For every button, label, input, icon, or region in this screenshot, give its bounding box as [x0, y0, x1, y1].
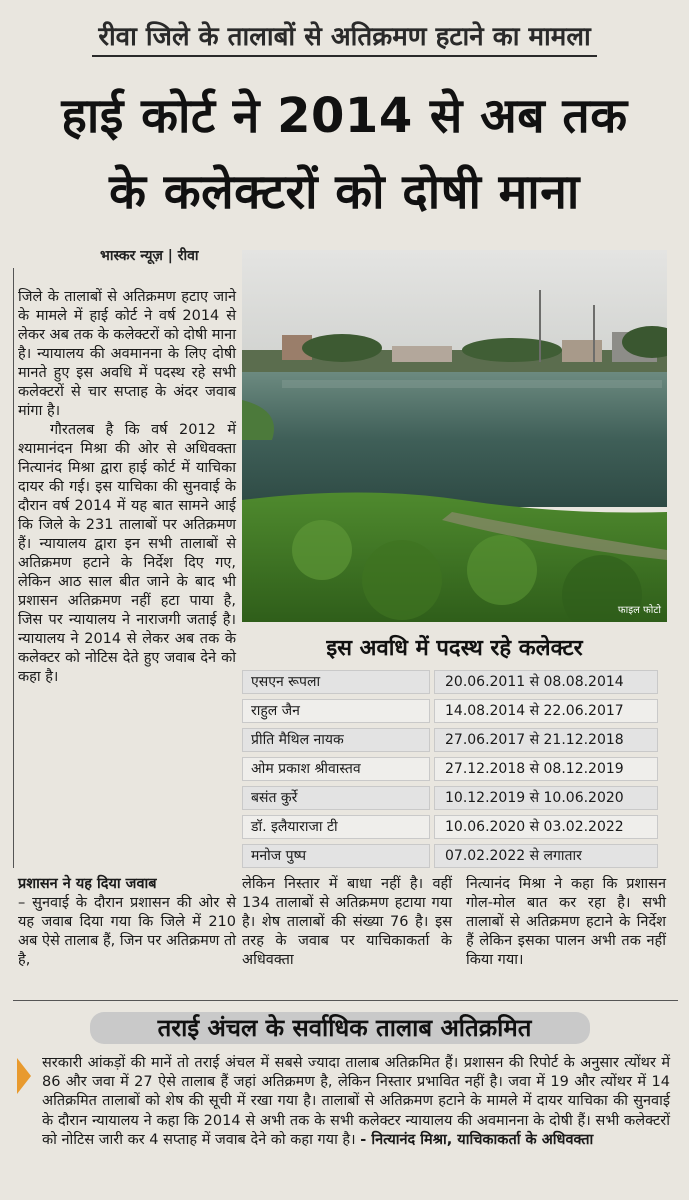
- body-paragraph-2: गौरतलब है कि वर्ष 2012 में श्यामानंदन मिश्रा की ओर से अधिवक्ता नित्यानंद मिश्रा द्वारा हाई कोर्ट में याचिका दायर की गई। इस याचिका की सुनवाई के दौरान वर्ष 2014 में यह बात सामने आई कि जिले के 231 तालाबों पर अतिक्रमण हैं। न्यायालय द्वारा इन सभी तालाबों से अतिक्रमण हटाने के निर्देश दिए गए, लेकिन आठ साल बीत जाने के बाद भी प्रशासन अतिक्रमण नहीं हटा पाया है, जिस पर न्यायालय ने नाराजगी जताई है। न्यायालय ने 2014 से लेकर अब तक के कलेक्टर को नोटिस देते हुए जवाब देने को कहा है।: [18, 422, 236, 685]
- collector-period: 27.06.2017 से 21.12.2018: [434, 728, 658, 752]
- collector-name: राहुल जैन: [242, 699, 430, 723]
- table-row: [242, 757, 658, 781]
- response-text-2: लेकिन निस्तार में बाधा नहीं है। वहीं 134 तालाबों से अतिक्रमण हटाया गया है। शेष तालाबों की संख्या 76 है। इस तरह के जवाब पर याचिकाकर्ता के अधिवक्ता: [242, 876, 452, 968]
- headline-line-2: के कलेक्टरों को दोषी माना: [109, 164, 580, 220]
- response-column-1: [18, 875, 236, 970]
- table-row: [242, 786, 658, 810]
- section-divider: [13, 1000, 678, 1001]
- box-text: [42, 1054, 670, 1150]
- collector-name: एसएन रूपला: [242, 670, 430, 694]
- collector-period: 27.12.2018 से 08.12.2019: [434, 757, 658, 781]
- response-heading: प्रशासन ने यह दिया जवाब: [18, 876, 157, 892]
- collector-name: प्रीति मैथिल नायक: [242, 728, 430, 752]
- kicker-text: रीवा जिले के तालाबों से अतिक्रमण हटाने का मामला: [92, 17, 596, 57]
- pond-photo-image: [242, 250, 667, 622]
- table-row: [242, 670, 658, 694]
- box-title: तराई अंचल के सर्वाधिक तालाब अतिक्रमित: [157, 1013, 532, 1042]
- arrow-marker-icon: [17, 1058, 31, 1094]
- table-row: [242, 728, 658, 752]
- box-attribution: - नित्यानंद मिश्रा, याचिकाकर्ता के अधिवक्ता: [360, 1131, 594, 1148]
- collector-name: बसंत कुर्रे: [242, 786, 430, 810]
- collector-period: 07.02.2022 से लगातार: [434, 844, 658, 868]
- box-title-band: [0, 1006, 689, 1048]
- headline-line-1: हाई कोर्ट ने 2014 से अब तक: [61, 88, 628, 144]
- collector-period: 20.06.2011 से 08.08.2014: [434, 670, 658, 694]
- box-body: सरकारी आंकड़ों की मानें तो तराई अंचल में सबसे ज्यादा तालाब अतिक्रमित हैं। प्रशासन की रिपोर्ट के अनुसार त्योंथर में 86 और जवा में 27 ऐसे तालाब हैं जहां अतिक्रमण है, लेकिन निस्तार प्रभावित नहीं है। जवा में 19 और त्योंथर में 14 अतिक्रमित तालाबों को शेष की सूची में रखा गया है। तालाबों से अतिक्रमण हटाने के मामले में दायर याचिका की सुनवाई के दौरान न्यायालय ने कहा कि 2014 से अभी तक के सभी कलेक्टर न्यायालय की अवमानना के दोषी हैं। सभी कलेक्टरों को नोटिस जारी कर 4 सप्ताह में जवाब देने को कहा गया है।: [42, 1055, 670, 1148]
- table-row: [242, 844, 658, 868]
- pond-photo: [242, 250, 667, 622]
- collector-table: [242, 670, 658, 873]
- column-rule-left: [13, 268, 14, 868]
- collector-name: डॉ. इलैयाराजा टी: [242, 815, 430, 839]
- response-text-1: – सुनवाई के दौरान प्रशासन की ओर से यह जवाब दिया गया कि जिले में 210 अब ऐसे तालाब हैं, जिन पर अतिक्रमण तो है,: [18, 895, 236, 968]
- table-row: [242, 815, 658, 839]
- collector-period: 10.06.2020 से 03.02.2022: [434, 815, 658, 839]
- collector-name: ओम प्रकाश श्रीवास्तव: [242, 757, 430, 781]
- byline: भास्कर न्यूज़ | रीवा: [100, 248, 199, 264]
- photo-credit: फाइल फोटो: [617, 605, 661, 616]
- collector-table-title: इस अवधि में पदस्थ रहे कलेक्टर: [326, 636, 583, 661]
- body-paragraph-1: जिले के तालाबों से अतिक्रमण हटाए जाने के मामले में हाई कोर्ट ने वर्ष 2014 से लेकर अब तक के कलेक्टरों को दोषी माना है। न्यायालय की अवमानना के लिए दोषी मानते हुए इस अवधि में पदस्थ रहे सभी कलेक्टरों से चार सप्ताह के अंदर जवाब मांगा है।: [18, 289, 236, 419]
- collector-period: 14.08.2014 से 22.06.2017: [434, 699, 658, 723]
- table-row: [242, 699, 658, 723]
- collector-period: 10.12.2019 से 10.06.2020: [434, 786, 658, 810]
- headline: [0, 78, 689, 230]
- article-body: [18, 288, 236, 687]
- response-column-2: [242, 875, 452, 970]
- kicker-banner: [0, 0, 689, 74]
- response-column-3: [466, 875, 666, 970]
- response-text-3: नित्यानंद मिश्रा ने कहा कि प्रशासन गोल-मोल बात कर रहा है। सभी तालाबों से अतिक्रमण हटाने के निर्देश हैं लेकिन इसका पालन अभी तक नहीं किया गया।: [466, 876, 666, 968]
- collector-name: मनोज पुष्प: [242, 844, 430, 868]
